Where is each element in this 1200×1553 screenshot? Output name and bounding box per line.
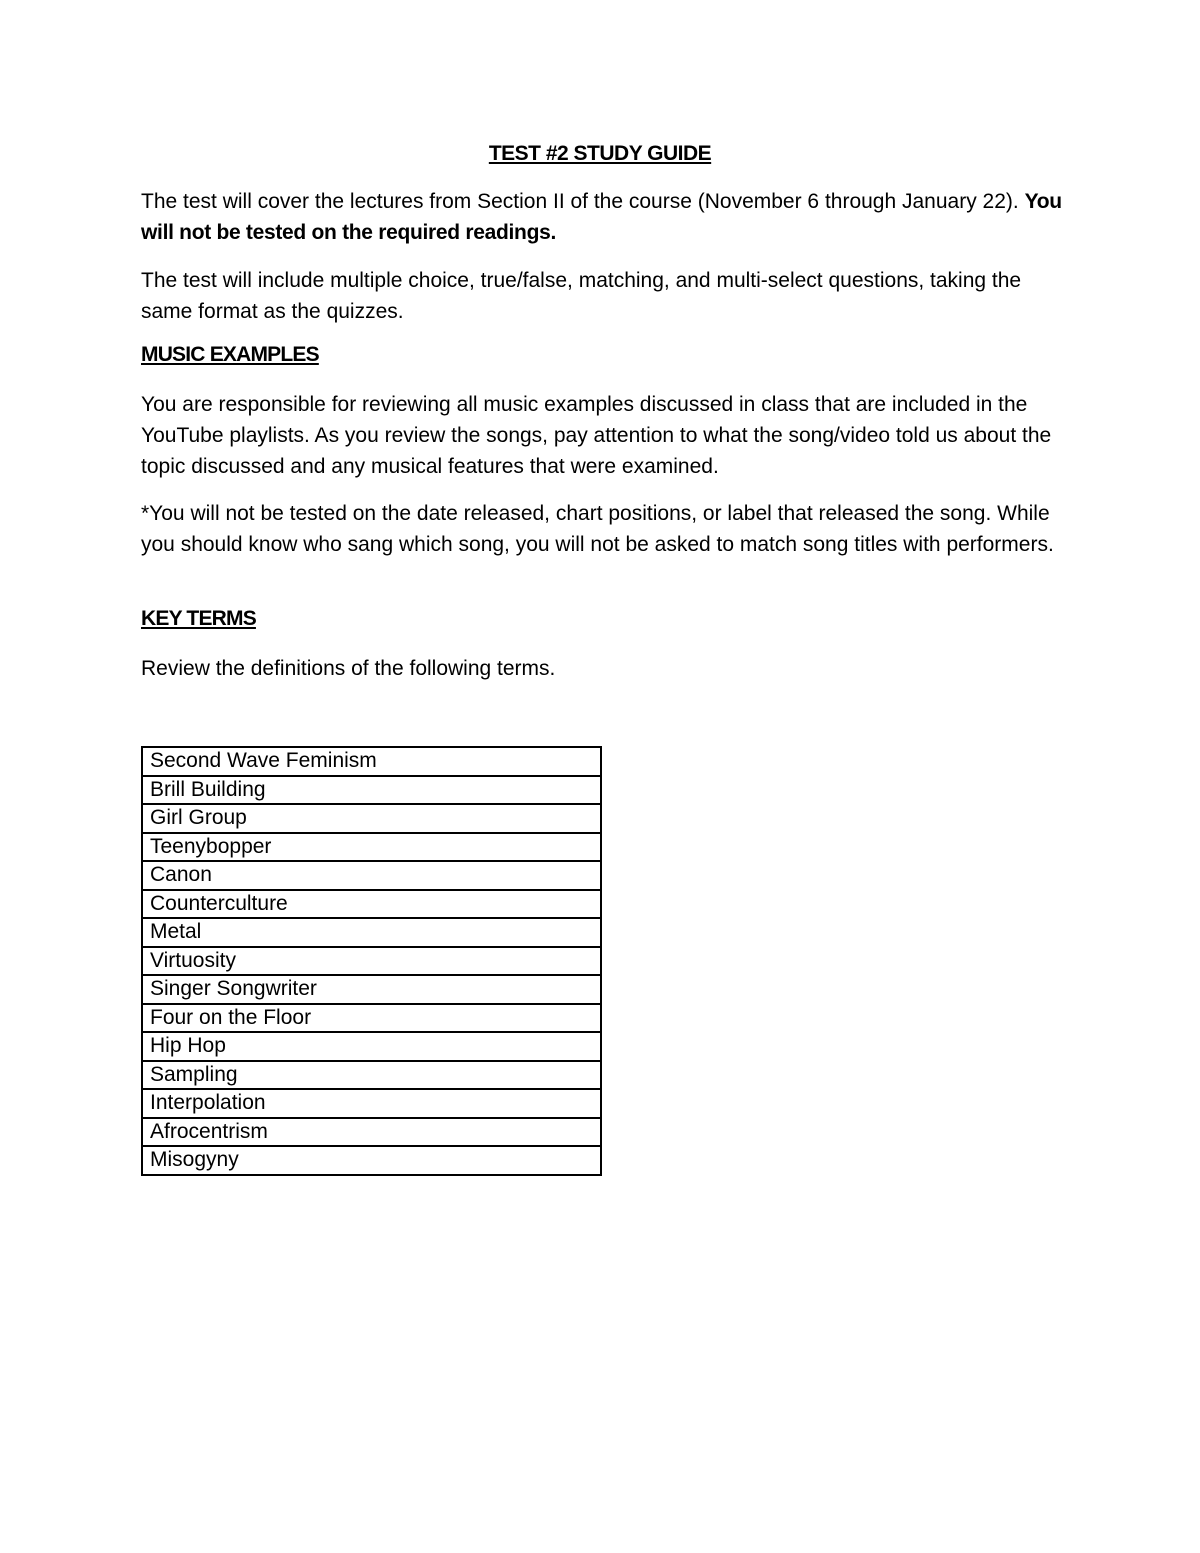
format-paragraph: The test will include multiple choice, true/false, matching, and multi-select questions, taking the same format as the quizzes. [141, 269, 1022, 323]
table-row [142, 1061, 601, 1090]
term-cell: Singer Songwriter [142, 975, 601, 1004]
music-examples-note: *You will not be tested on the date released, chart positions, or label that released the song. While you should know who sang which song, you will not be asked to match song titles with performers. [141, 502, 1054, 556]
table-row [142, 776, 601, 805]
table-row [142, 1004, 601, 1033]
key-terms-table [141, 746, 602, 1176]
term-cell: Brill Building [142, 776, 601, 805]
music-examples-heading: MUSIC EXAMPLES [141, 343, 319, 366]
table-row [142, 1089, 601, 1118]
key-terms-heading: KEY TERMS [141, 607, 256, 630]
term-cell: Teenybopper [142, 833, 601, 862]
key-terms-instructions: Review the definitions of the following terms. [141, 657, 556, 680]
intro-text: The test will cover the lectures from Section II of the course (November 6 through January 22). [141, 190, 1025, 213]
table-row [142, 804, 601, 833]
table-row [142, 833, 601, 862]
term-cell: Sampling [142, 1061, 601, 1090]
term-cell: Counterculture [142, 890, 601, 919]
term-cell: Hip Hop [142, 1032, 601, 1061]
table-row [142, 747, 601, 776]
table-row [142, 918, 601, 947]
term-cell: Four on the Floor [142, 1004, 601, 1033]
table-row [142, 861, 601, 890]
term-cell: Virtuosity [142, 947, 601, 976]
term-cell: Metal [142, 918, 601, 947]
table-row [142, 975, 601, 1004]
document-title: TEST #2 STUDY GUIDE [488, 142, 712, 165]
term-cell: Afrocentrism [142, 1118, 601, 1147]
table-row [142, 1146, 601, 1175]
term-cell: Girl Group [142, 804, 601, 833]
term-cell: Interpolation [142, 1089, 601, 1118]
music-examples-paragraph: You are responsible for reviewing all music examples discussed in class that are included in the YouTube playlists. As you review the songs, pay attention to what the song/video told us about the topic discussed and any musical features that were examined. [141, 393, 1052, 478]
table-row [142, 890, 601, 919]
term-cell: Second Wave Feminism [142, 747, 601, 776]
term-cell: Canon [142, 861, 601, 890]
table-row [142, 1032, 601, 1061]
intro-bold-note: You will not be tested on the required readings. [141, 190, 1062, 244]
term-cell: Misogyny [142, 1146, 601, 1175]
table-row [142, 1118, 601, 1147]
intro-paragraph [141, 186, 1071, 248]
table-row [142, 947, 601, 976]
